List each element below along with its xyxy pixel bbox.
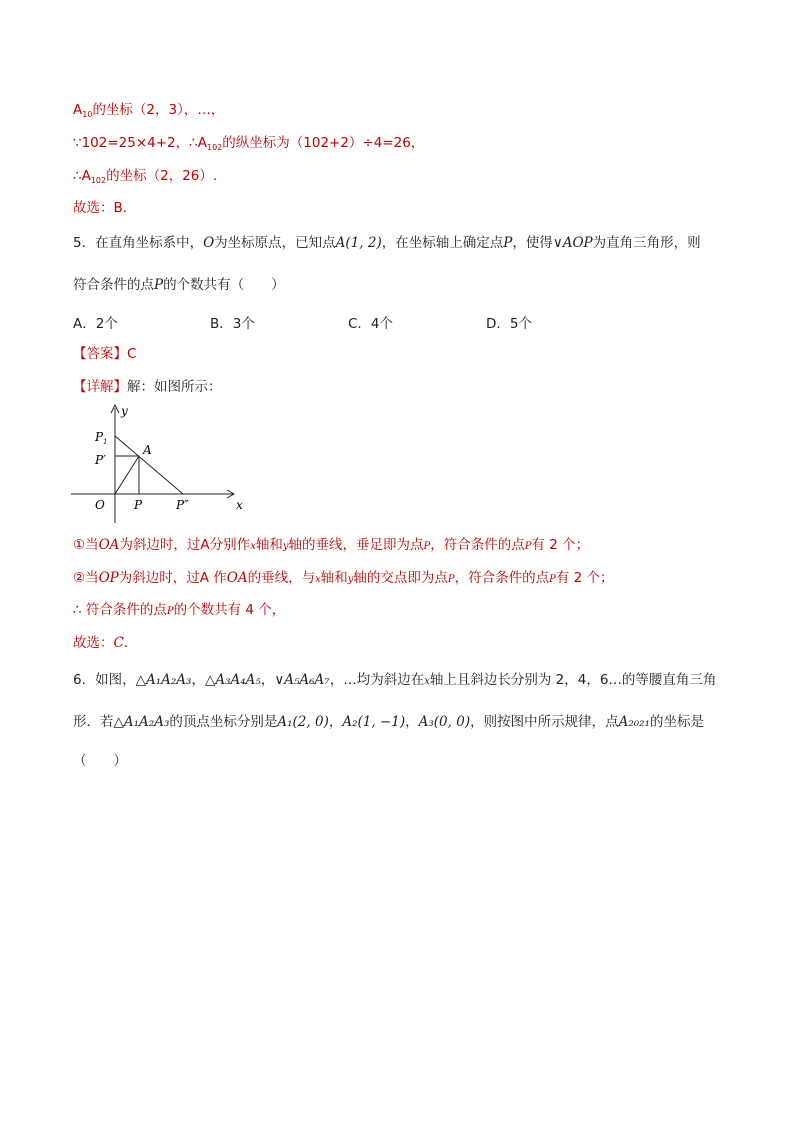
q6-answer-blank: （ ）	[73, 753, 127, 769]
q5-option-a: A．2个	[73, 316, 118, 332]
label-p: P	[134, 498, 143, 512]
q5-total: ∴ 符合条件的点P的个数共有 4 个，	[73, 602, 286, 618]
label-p1: P	[95, 430, 104, 444]
q5-detail: 【详解】解：如图所示：	[73, 379, 222, 395]
label-pprime: P′	[95, 453, 106, 467]
q5-stem-line-2: 符合条件的点P的个数共有（ ）	[73, 277, 285, 293]
label-a: A	[143, 443, 152, 457]
q6-stem-line-2: 形．若△A₁A₂A₃的顶点坐标分别是A₁(2, 0)，A₂(1, −1)，A₃(0, 0)，则按图中所示规律，点A₂₀₂₁的坐标是	[73, 714, 704, 730]
q5-answer: 【答案】C	[73, 346, 137, 362]
q5-option-b: B．3个	[210, 316, 255, 332]
label-y: y	[121, 404, 128, 418]
q5-option-d: D．5个	[486, 316, 532, 332]
solution-line-2: ∵102=25×4+2，$\therefore A_{102}$的纵坐标为（102+2）÷4=26，	[73, 135, 425, 152]
solution-line-3: $\therefore A_{102}$的坐标（2，26）.	[73, 168, 218, 185]
label-pdouble: P″	[176, 498, 189, 512]
q5-option-c: C．4个	[348, 316, 394, 332]
q5-case-1: ①当OA为斜边时，过A分别作x轴和y轴的垂线，垂足即为点P，符合条件的点P有 2 个；	[73, 537, 590, 553]
q5-stem-line-1: 5．在直角坐标系中，O为坐标原点，已知点A(1, 2)，在坐标轴上确定点P，使得∨AOP为直角三角形，则	[73, 235, 701, 251]
q5-choose: 故选：C．	[73, 635, 138, 651]
label-p1-sub: 1	[103, 438, 108, 446]
line-o-a	[115, 456, 139, 494]
solution-choice: 故选：B.	[73, 200, 128, 216]
q6-stem-line-1: 6．如图，△A₁A₂A₃，△A₃A₄A₅，∨A₅A₆A₇，…均为斜边在x轴上且斜边长分别为 2，4，6…的等腰直角三角	[73, 672, 717, 688]
q5-case-2: ②当OP为斜边时，过A 作OA的垂线，与x轴和y轴的交点即为点P，符合条件的点P有 2 个；	[73, 570, 614, 586]
q5-figure	[65, 398, 255, 523]
label-o: O	[95, 498, 105, 512]
label-x: x	[236, 498, 243, 512]
solution-line-1: $A_{10}$的坐标（2，3），…，	[73, 102, 225, 119]
